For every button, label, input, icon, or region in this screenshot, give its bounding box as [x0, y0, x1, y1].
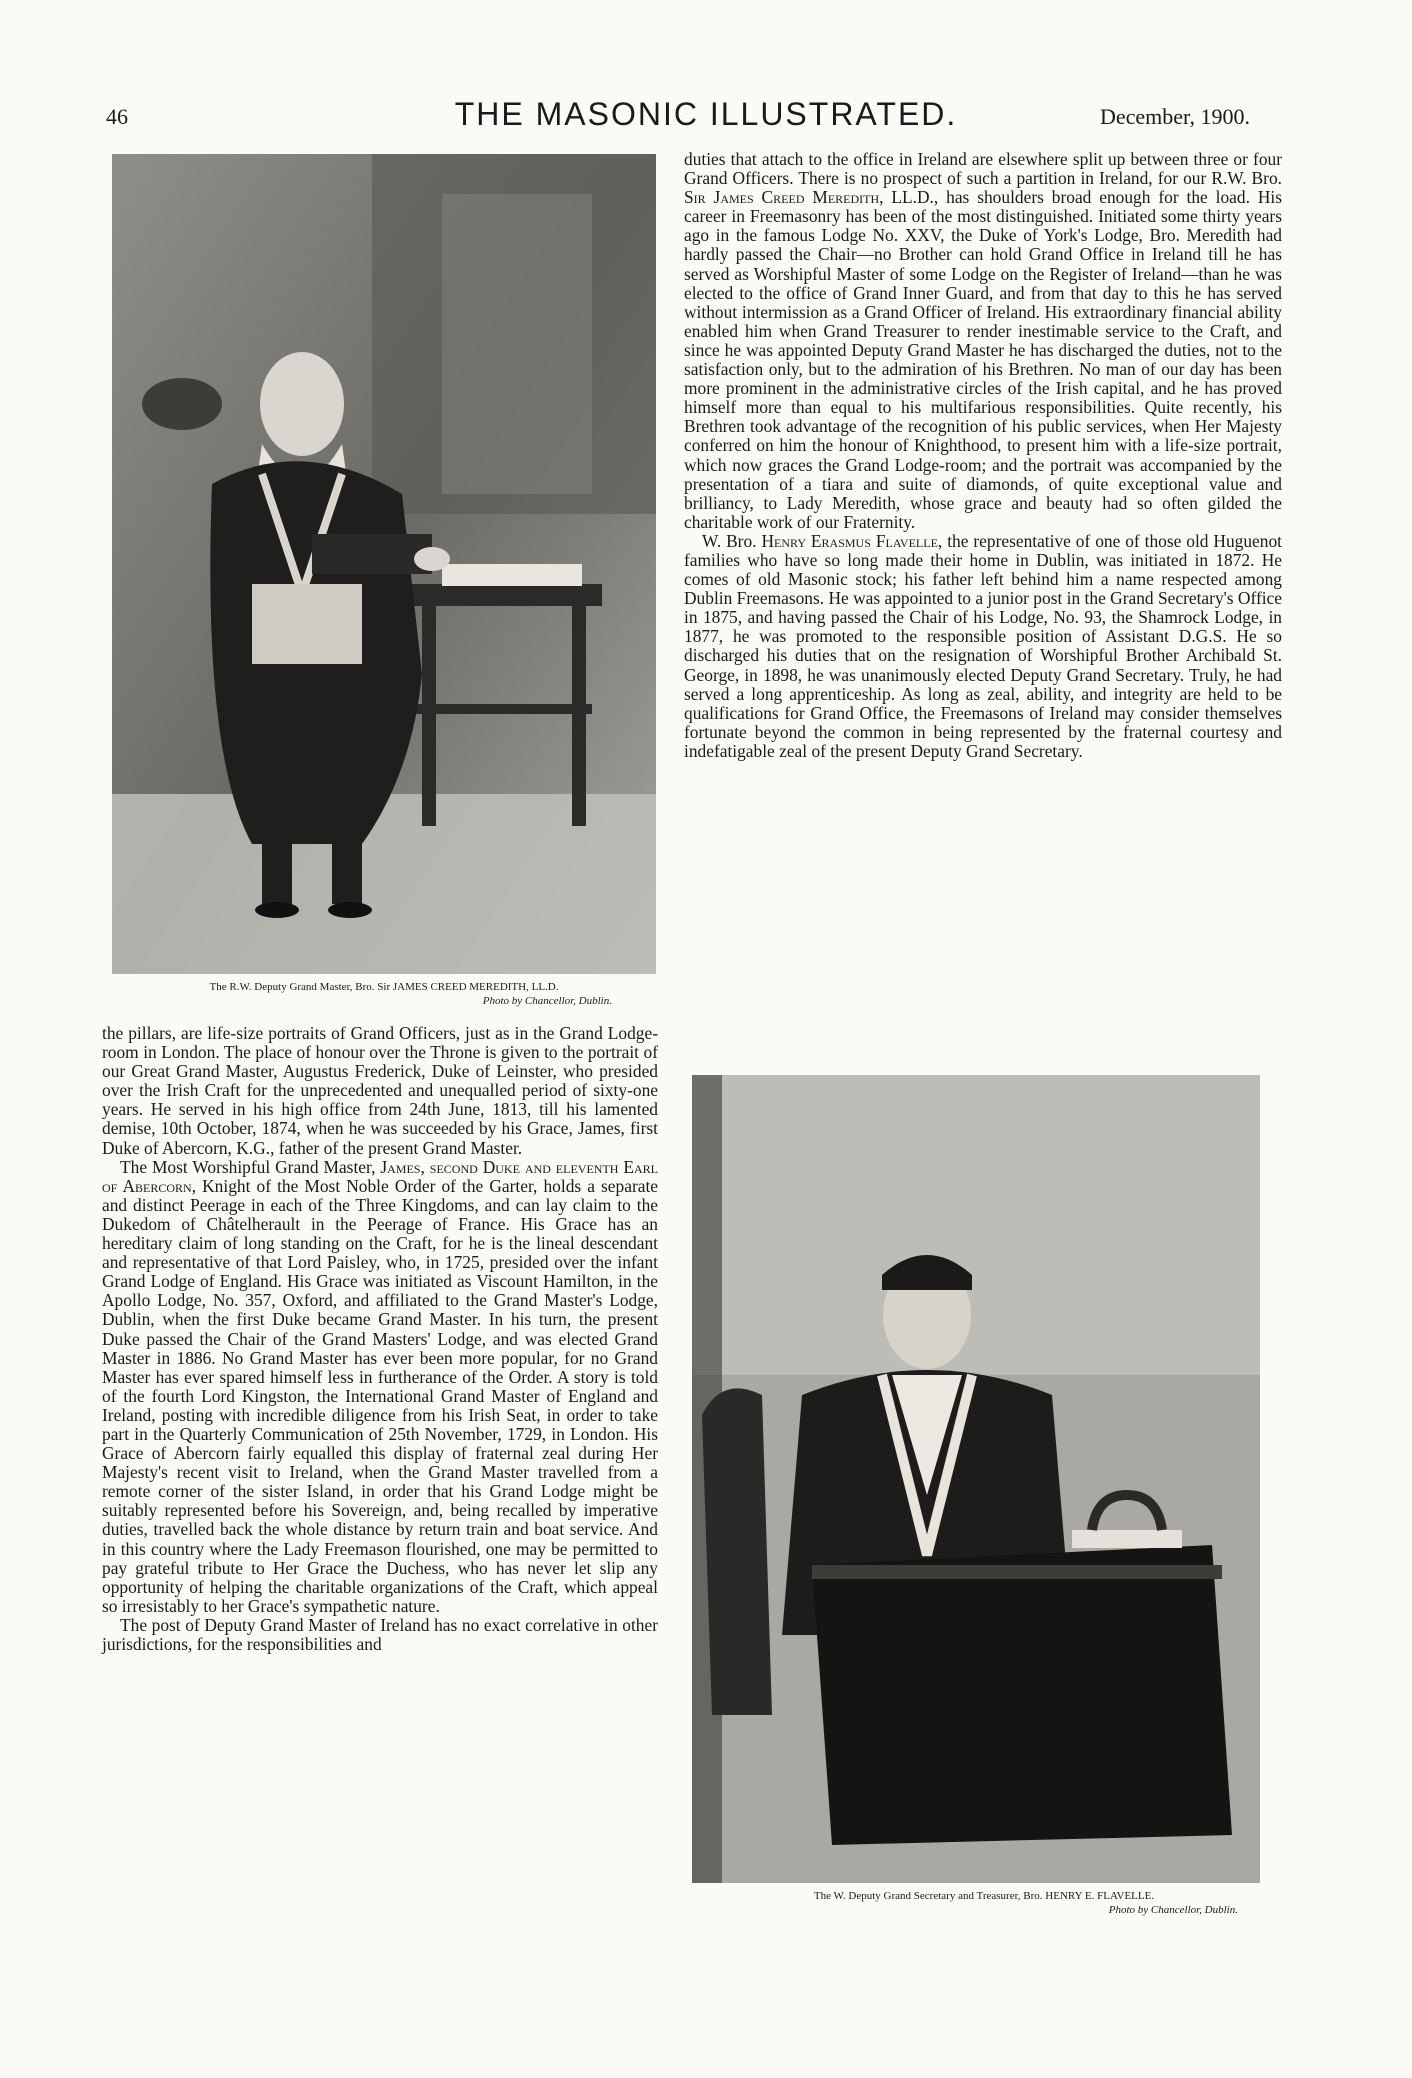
name-smallcaps: James, second Duke and eleventh Earl of Abercorn, — [102, 1156, 658, 1196]
name-smallcaps: Henry Erasmus Flavelle, — [761, 530, 943, 551]
figure-caption-2 — [686, 1889, 1282, 1917]
photo-credit: Photo by Chancellor, Dublin. — [482, 995, 612, 1007]
portrait-illustration — [692, 1075, 1260, 1883]
right-column-text — [684, 150, 1282, 761]
portrait-photo-meredith — [112, 154, 656, 974]
page-number: 46 — [106, 104, 128, 129]
paragraph-lead: The Most Worshipful Grand Master, — [120, 1156, 381, 1177]
paragraph-body: Knight of the Most Noble Order of the Garter, holds a separate and distinct Peerage in each of the Three Kingdoms, and can lay claim to the Dukedom of Châtelherault in the Peerage of France. His Grace has an hereditary claim of long standing on the Craft, for he is the lineal descendant and representative of that Lord Paisley, who, in 1725, presided over the infant Grand Lodge of England. His Grace was initiated as Viscount Hamilton, in the Apollo Lodge, No. 357, Oxford, and affiliated to the Grand Master's Lodge, Dublin, when the first Duke became Grand Master. In his turn, the present Duke passed the Chair of the Grand Masters' Lodge, and was elected Grand Master in 1886. No Grand Master has ever been more popular, for no Grand Master has ever spared himself less in furtherance of the Order. A story is told of the fourth Lord Kingston, the International Grand Master of England and Ireland, posting with incredible diligence from his Irish Seat, in order to take part in the Quarterly Communication of 25th November, 1729, in London. His Grace of Abercorn fairly equalled this display of fraternal zeal during Her Majesty's recent visit to Ireland, when the Grand Master travelled from a remote corner of the sister Island, in order that his Grand Lodge might be suitably represented before his Sovereign, and, being recalled by imperative duties, travelled back the whole distance by return train and boat service. And in this country where the Lady Freemason flourished, one may be permitted to pay grateful tribute to Her Grace the Duchess, who has never let slip any opportunity of helping the charitable organizations of the Craft, which appeal so irresistably to her Grace's sympathetic nature. — [102, 1175, 659, 1616]
photo-credit: Photo by Chancellor, Dublin. — [1108, 1904, 1238, 1916]
paragraph — [684, 150, 1282, 532]
caption-text: The W. Deputy Grand Secretary and Treasurer, Bro. HENRY E. FLAVELLE. — [813, 1890, 1155, 1902]
name-smallcaps: Sir James Creed Meredith, — [684, 187, 884, 208]
caption-text: The R.W. Deputy Grand Master, Bro. Sir JAMES CREED MEREDITH, LL.D. — [209, 981, 559, 993]
portrait-photo-flavelle — [692, 1075, 1260, 1883]
figure-caption-1 — [112, 980, 656, 1008]
paragraph-body: LL.D., has shoulders broad enough for the load. His career in Freemasonry has been of the most distinguished. Initiated some thirty years ago in the famous Lodge No. XXV, the Duke of York's Lodge, Bro. Meredith had hardly passed the Chair—no Brother can hold Grand Office in Ireland till he has served as Worshipful Master of some Lodge on the Register of Ireland—than he was elected to the office of Grand Inner Guard, and from that day to this he has served without intermission as a Grand Officer of Ireland. His extraordinary financial ability enabled him when Grand Treasurer to render inestimable service to the Craft, and since he was appointed Deputy Grand Master he has discharged the duties, not to the satisfaction only, but to the admiration of his Brethren. No man of our day has been more prominent in the administrative circles of the Irish capital, and he has proved himself more than equal to his multifarious responsibilities. Quite recently, his Brethren took advantage of the recognition of his public services, when Her Majesty conferred on him the honour of Knighthood, to present him with a life-size portrait, which now graces the Grand Lodge-room; and the portrait was accompanied by the presentation of a tiara and suite of diamonds, of quite exceptional value and brilliancy, to Lady Meredith, whose grace and beauty had so often gilded the charitable work of our Fraternity. — [684, 187, 1282, 532]
paragraph — [102, 1158, 658, 1616]
paragraph — [684, 532, 1282, 761]
paragraph: The post of Deputy Grand Master of Ireland has no exact correlative in other jurisdictions, for the responsibilities and — [102, 1614, 658, 1654]
running-header — [0, 96, 1412, 146]
issue-date: December, 1900. — [1099, 104, 1250, 129]
paragraph-lead: duties that attach to the office in Ireland are elsewhere split up between three or four Grand Officers. There is no prospect of such a partition in Ireland, for our R.W. Bro. — [684, 149, 1282, 189]
journal-title: THE MASONIC ILLUSTRATED. — [454, 96, 958, 132]
left-column-text — [102, 1024, 658, 1654]
paragraph-lead: W. Bro. — [702, 530, 762, 551]
paragraph-body: the representative of one of those old Huguenot families who have so long made their home in Dublin, was initiated in 1872. He comes of old Masonic stock; his father left behind him a name respected among Dublin Freemasons. He was appointed to a junior post in the Grand Secretary's Office in 1875, and having passed the Chair of his Lodge, No. 93, the Shamrock Lodge, in 1877, he was promoted to the responsible position of Assistant D.G.S. He so discharged his duties that on the resignation of Worshipful Brother Archibald St. George, in 1898, he was unanimously elected Deputy Grand Secretary. Truly, he had served a long apprenticeship. As long as zeal, ability, and integrity are held to be qualifications for Grand Office, the Freemasons of Ireland may consider themselves fortunate beyond the common in being represented by the fraternal courtesy and indefatigable zeal of the present Deputy Grand Secretary. — [684, 530, 1282, 761]
paragraph: the pillars, are life-size portraits of Grand Officers, just as in the Grand Lodge-room in London. The place of honour over the Throne is given to the portrait of our Great Grand Master, Augustus Frederick, Duke of Leinster, who presided over the Irish Craft for the unprecedented and unequalled period of sixty-one years. He served in his high office from 24th June, 1813, till his lamented demise, 10th October, 1874, when he was succeeded by his Grace, James, first Duke of Abercorn, K.G., father of the present Grand Master. — [102, 1023, 658, 1158]
portrait-illustration — [112, 154, 656, 974]
